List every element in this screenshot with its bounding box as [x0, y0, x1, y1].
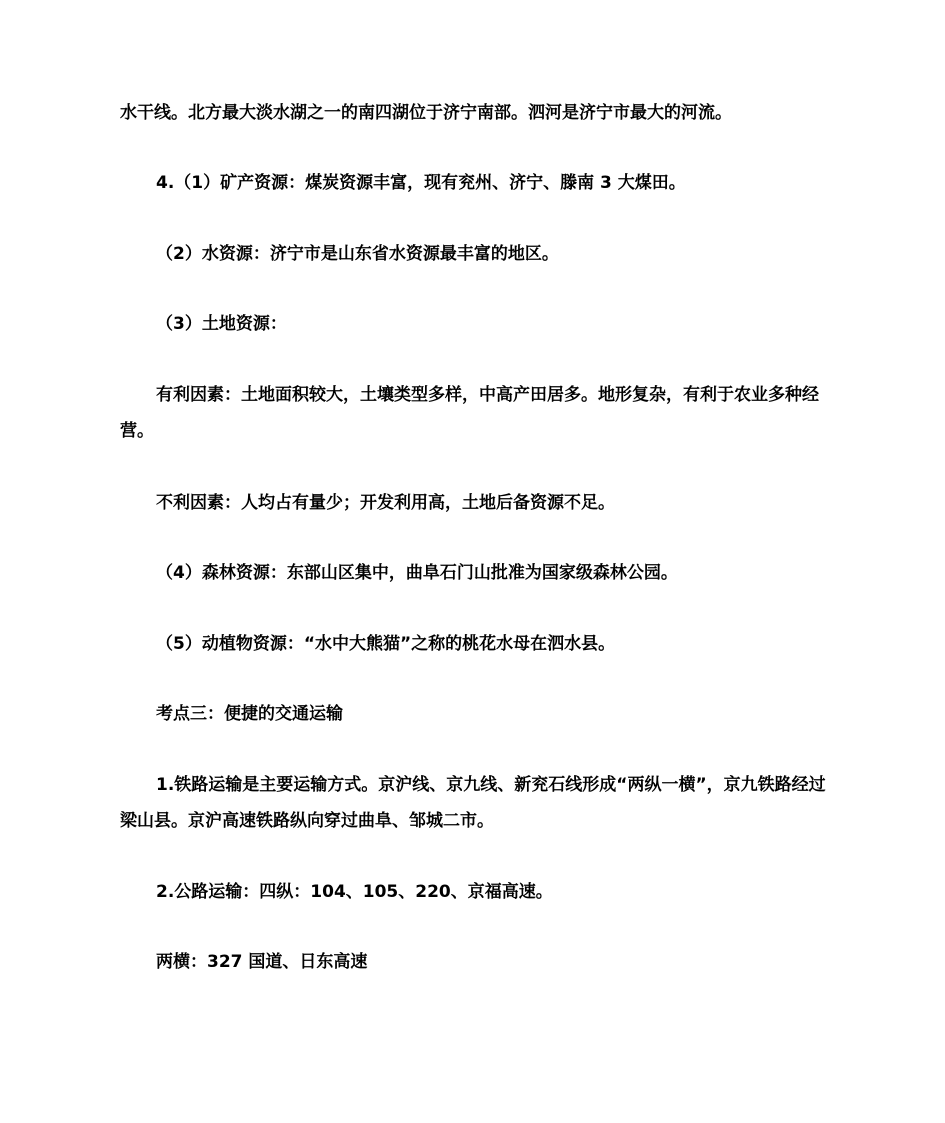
paragraph-highway-vertical: 2.公路运输：四纵：104、105、220、京福高速。 [156, 882, 553, 902]
section-heading-transport: 考点三：便捷的交通运输 [156, 704, 343, 724]
paragraph-railway: 1.铁路运输是主要运输方式。京沪线、京九线、新兖石线形成“两纵一横”，京九铁路经过梁山县。京沪高速铁路纵向穿过曲阜、邹城二市。 [120, 775, 826, 831]
paragraph-unfavorable-factors: 不利因素：人均占有量少；开发利用高，土地后备资源不足。 [156, 493, 615, 513]
paragraph-forest-resources: （4）森林资源：东部山区集中，曲阜石门山批准为国家级森林公园。 [156, 563, 678, 583]
paragraph-flora-fauna: （5）动植物资源：“水中大熊猫”之称的桃花水母在泗水县。 [156, 634, 616, 654]
paragraph-mineral-resources: 4.（1）矿产资源：煤炭资源丰富，现有兖州、济宁、滕南 3 大煤田。 [156, 173, 686, 193]
paragraph-water-resources: （2）水资源：济宁市是山东省水资源最丰富的地区。 [156, 244, 559, 264]
paragraph-favorable-factors: 有利因素：土地面积较大，土壤类型多样，中高产田居多。地形复杂，有利于农业多种经营。 [120, 385, 819, 441]
paragraph-highway-horizontal: 两横：327 国道、日东高速 [156, 952, 368, 972]
paragraph-water-lakes: 水干线。北方最大淡水湖之一的南四湖位于济宁南部。泗河是济宁市最大的河流。 [120, 103, 732, 123]
paragraph-land-resources-heading: （3）土地资源： [156, 314, 287, 334]
